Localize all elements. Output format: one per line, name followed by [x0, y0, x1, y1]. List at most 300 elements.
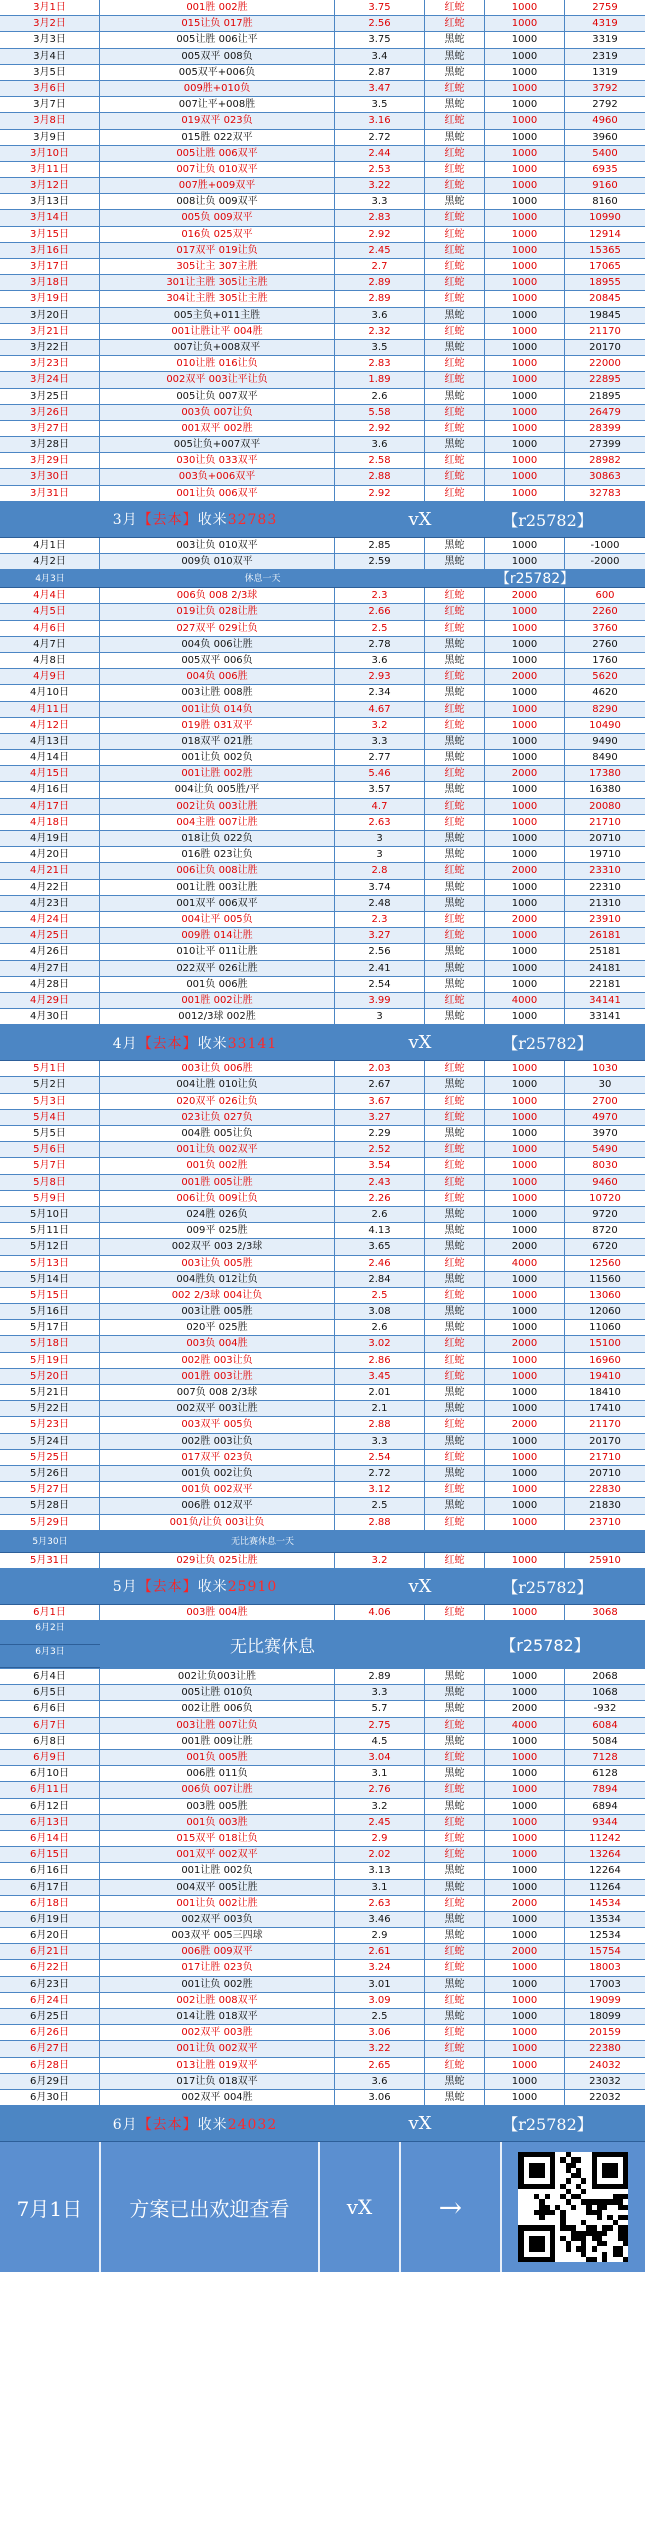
row-stake: 1000: [485, 291, 565, 306]
row-balance: 2792: [592, 99, 618, 111]
table-row: [0, 178, 645, 194]
row-match: 007负 008 2/3球: [100, 1385, 335, 1400]
row-odds: 2.58: [335, 453, 425, 468]
row-date: 6月1日: [0, 1605, 100, 1620]
row-date: 4月13日: [0, 734, 100, 749]
row-result: 黑蛇: [425, 1385, 485, 1400]
table-row: [0, 1336, 645, 1352]
row-balance: 2759: [592, 2, 618, 13]
row-odds: 2.63: [335, 1896, 425, 1911]
table-row: [0, 1498, 645, 1514]
row-stake: 1000: [485, 799, 565, 814]
row-odds: 2.01: [335, 1385, 425, 1400]
april-records: [0, 538, 645, 570]
row-match: 003负+006双平: [100, 469, 335, 484]
row-stake: 1000: [485, 210, 565, 225]
row-stake: 1000: [485, 977, 565, 992]
row-date: 3月13日: [0, 194, 100, 209]
row-balance: 34141: [589, 994, 621, 1006]
table-row: [0, 97, 645, 113]
row-stake: 1000: [485, 1750, 565, 1765]
table-row: [0, 421, 645, 437]
row-date: 6月6日: [0, 1701, 100, 1716]
row-odds: 2.66: [335, 604, 425, 619]
row-match: 020双平 026让负: [100, 1094, 335, 1109]
row-match: 002 2/3球 004让负: [100, 1288, 335, 1303]
row-odds: 2.89: [335, 1669, 425, 1684]
row-date: 6月16日: [0, 1863, 100, 1878]
table-row: [0, 308, 645, 324]
row-stake: 1000: [485, 1831, 565, 1846]
summary-label: 收米: [197, 1579, 228, 1596]
table-row: [0, 389, 645, 405]
row-match: 005负 009双平: [100, 210, 335, 225]
row-odds: 2.5: [335, 1288, 425, 1303]
row-result: 红蛇: [425, 1896, 485, 1911]
row-stake: 1000: [485, 685, 565, 700]
row-balance: 15754: [589, 1946, 621, 1958]
row-result: 红蛇: [425, 162, 485, 177]
row-result: 黑蛇: [425, 1912, 485, 1927]
row-odds: 3.22: [335, 178, 425, 193]
row-odds: 2.89: [335, 291, 425, 306]
row-result: 黑蛇: [425, 1077, 485, 1092]
row-result: 黑蛇: [425, 847, 485, 862]
row-stake: 4000: [485, 993, 565, 1008]
row-stake: 1000: [485, 831, 565, 846]
table-row: [0, 1896, 645, 1912]
row-odds: 3.47: [335, 81, 425, 96]
table-row: [0, 1320, 645, 1336]
row-date: 5月1日: [0, 1061, 100, 1076]
row-stake: 1000: [485, 0, 565, 15]
row-balance: 5490: [592, 1144, 618, 1156]
row-odds: 2.88: [335, 469, 425, 484]
row-stake: 1000: [485, 1353, 565, 1368]
row-result: 红蛇: [425, 1960, 485, 1975]
row-odds: 2.63: [335, 815, 425, 830]
row-match: 006胜 011负: [100, 1766, 335, 1781]
row-match: 001胜 009让胜: [100, 1734, 335, 1749]
row-match: 002双平 003负: [100, 1912, 335, 1927]
row-odds: 2.77: [335, 750, 425, 765]
row-balance: 6894: [592, 1800, 618, 1812]
row-date: 5月8日: [0, 1175, 100, 1190]
table-row: [0, 1223, 645, 1239]
row-stake: 1000: [485, 340, 565, 355]
row-date: 6月28日: [0, 2058, 100, 2073]
table-row: [0, 405, 645, 421]
row-balance: 10490: [589, 719, 621, 731]
summary-label: 收米: [197, 512, 228, 529]
table-row: [0, 1466, 645, 1482]
row-date: 4月15日: [0, 766, 100, 781]
table-row: [0, 896, 645, 912]
row-stake: 1000: [485, 2009, 565, 2024]
row-result: 红蛇: [425, 1718, 485, 1733]
row-date: 4月16日: [0, 782, 100, 797]
row-balance: 28982: [589, 455, 621, 467]
table-row: [0, 766, 645, 782]
row-match: 019让负 028让胜: [100, 604, 335, 619]
row-balance: 9490: [592, 735, 618, 747]
row-match: 004主胜 007让胜: [100, 815, 335, 830]
row-match: 008让负 009双平: [100, 194, 335, 209]
row-odds: 3: [335, 1009, 425, 1024]
row-stake: 1000: [485, 1385, 565, 1400]
row-odds: 2.54: [335, 977, 425, 992]
row-match: 023让负 027负: [100, 1110, 335, 1125]
row-match: 005让胜 006双平: [100, 146, 335, 161]
row-date: 4月20日: [0, 847, 100, 862]
row-balance: 13534: [589, 1913, 621, 1925]
row-result: 黑蛇: [425, 977, 485, 992]
row-result: 黑蛇: [425, 2090, 485, 2105]
row-match: 017让胜 023负: [100, 1960, 335, 1975]
row-result: 红蛇: [425, 588, 485, 603]
table-row: [0, 1944, 645, 1960]
row-balance: 3970: [592, 1128, 618, 1139]
row-balance: 2068: [592, 1671, 618, 1683]
row-date: 4月7日: [0, 637, 100, 652]
row-match: 001让胜 002负: [100, 1863, 335, 1878]
table-row: [0, 1718, 645, 1734]
row-odds: 3.04: [335, 1750, 425, 1765]
row-date: 6月19日: [0, 1912, 100, 1927]
row-match: 019双平 023负: [100, 113, 335, 128]
summary-amount: 32783: [227, 512, 278, 529]
row-result: 黑蛇: [425, 896, 485, 911]
row-match: 017双平 019让负: [100, 243, 335, 258]
row-date: 3月14日: [0, 210, 100, 225]
row-balance: 22000: [589, 358, 621, 370]
row-match: 006胜 009双平: [100, 1944, 335, 1959]
row-balance: 23910: [589, 913, 621, 925]
row-match: 003让负 005胜: [100, 1256, 335, 1271]
table-row: [0, 621, 645, 637]
row-balance: 10990: [589, 212, 621, 224]
row-date: 5月17日: [0, 1320, 100, 1335]
row-odds: 3.3: [335, 1685, 425, 1700]
arrow-right-icon: →: [401, 2142, 502, 2272]
row-odds: 3.2: [335, 1553, 425, 1568]
table-row: [0, 65, 645, 81]
row-balance: 18955: [589, 277, 621, 289]
row-stake: 4000: [485, 1256, 565, 1271]
row-balance: 4319: [592, 18, 618, 30]
row-odds: 2.88: [335, 1515, 425, 1530]
row-date: 3月31日: [0, 486, 100, 501]
row-odds: 3.99: [335, 993, 425, 1008]
row-result: 黑蛇: [425, 308, 485, 323]
row-result: 红蛇: [425, 1553, 485, 1568]
row-result: 红蛇: [425, 372, 485, 387]
row-date: 3月22日: [0, 340, 100, 355]
row-odds: 2.75: [335, 1718, 425, 1733]
row-stake: 1000: [485, 1766, 565, 1781]
table-row: [0, 1515, 645, 1531]
row-stake: 1000: [485, 961, 565, 976]
row-stake: 2000: [485, 863, 565, 878]
row-result: 红蛇: [425, 2041, 485, 2056]
row-date: 4月29日: [0, 993, 100, 1008]
row-date: 3月16日: [0, 243, 100, 258]
row-match: 002让胜 006负: [100, 1701, 335, 1716]
table-row: [0, 2025, 645, 2041]
row-result: 红蛇: [425, 1061, 485, 1076]
row-balance: 2700: [592, 1095, 618, 1107]
row-date: 3月28日: [0, 437, 100, 452]
row-match: 002双平 003让胜: [100, 1401, 335, 1416]
summary-label: 收米: [197, 1035, 228, 1052]
row-result: 黑蛇: [425, 1669, 485, 1684]
row-result: 黑蛇: [425, 1498, 485, 1513]
row-match: 001负/让负 003让负: [100, 1515, 335, 1530]
row-odds: 2.45: [335, 243, 425, 258]
row-odds: 3.6: [335, 2074, 425, 2089]
row-odds: 2.88: [335, 1417, 425, 1432]
row-match: 001负 006胜: [100, 977, 335, 992]
row-date: 6月26日: [0, 2025, 100, 2040]
row-result: 红蛇: [425, 259, 485, 274]
row-odds: 3.06: [335, 2025, 425, 2040]
table-row: [0, 1701, 645, 1717]
row-result: 黑蛇: [425, 1401, 485, 1416]
row-result: 红蛇: [425, 113, 485, 128]
row-balance: 21710: [589, 816, 621, 828]
row-result: 红蛇: [425, 1191, 485, 1206]
row-balance: 1030: [592, 1063, 618, 1075]
table-row: [0, 977, 645, 993]
row-result: 红蛇: [425, 621, 485, 636]
row-odds: 2.48: [335, 896, 425, 911]
row-odds: 3: [335, 847, 425, 862]
row-result: 红蛇: [425, 453, 485, 468]
row-match: 001负 005胜: [100, 1750, 335, 1765]
table-row: [0, 1158, 645, 1174]
row-odds: 5.7: [335, 1701, 425, 1716]
row-stake: 1000: [485, 2058, 565, 2073]
row-result: 红蛇: [425, 718, 485, 733]
table-row: [0, 782, 645, 798]
row-balance: 12264: [589, 1865, 621, 1877]
row-balance: 23310: [589, 865, 621, 877]
row-date: 3月11日: [0, 162, 100, 177]
table-row: [0, 1863, 645, 1879]
row-result: 红蛇: [425, 799, 485, 814]
table-row: [0, 259, 645, 275]
row-odds: 3.67: [335, 1094, 425, 1109]
row-result: 红蛇: [425, 291, 485, 306]
row-result: 黑蛇: [425, 2074, 485, 2089]
row-date: 6月22日: [0, 1960, 100, 1975]
row-stake: 1000: [485, 421, 565, 436]
row-stake: 1000: [485, 702, 565, 717]
row-date: 3月8日: [0, 113, 100, 128]
row-odds: 2.87: [335, 65, 425, 80]
row-stake: 2000: [485, 1336, 565, 1351]
row-odds: 2.93: [335, 669, 425, 684]
row-date: 5月5日: [0, 1126, 100, 1141]
row-stake: 1000: [485, 944, 565, 959]
row-date: 6月29日: [0, 2074, 100, 2089]
table-row: [0, 356, 645, 372]
row-balance: -932: [593, 1703, 617, 1715]
row-stake: 1000: [485, 1734, 565, 1749]
row-stake: 1000: [485, 259, 565, 274]
row-balance: 13264: [589, 1849, 621, 1861]
row-stake: 2000: [485, 588, 565, 603]
row-balance: 19710: [589, 849, 621, 861]
table-row: [0, 437, 645, 453]
row-odds: 2.76: [335, 1782, 425, 1797]
row-odds: 3.02: [335, 1336, 425, 1351]
row-stake: 1000: [485, 1207, 565, 1222]
row-balance: 20710: [589, 833, 621, 844]
row-odds: 2.5: [335, 1498, 425, 1513]
rest-date: 5月30日: [32, 1536, 68, 1547]
row-odds: 2.59: [335, 554, 425, 569]
row-match: 018让负 022负: [100, 831, 335, 846]
row-result: 红蛇: [425, 1515, 485, 1530]
row-balance: 21170: [589, 325, 621, 337]
row-odds: 2.72: [335, 1466, 425, 1481]
footer-date: 7月1日: [0, 2142, 101, 2272]
summary-month: 6月: [112, 2116, 138, 2133]
row-odds: 2.65: [335, 2058, 425, 2073]
table-row: [0, 538, 645, 554]
row-stake: 1000: [485, 146, 565, 161]
row-odds: 3.1: [335, 1766, 425, 1781]
june-summary-bar: [0, 2106, 645, 2142]
row-balance: 11242: [589, 1832, 621, 1844]
row-stake: 1000: [485, 1158, 565, 1173]
table-row: [0, 210, 645, 226]
row-stake: 1000: [485, 243, 565, 258]
row-date: 4月22日: [0, 880, 100, 895]
summary-vx: vX: [408, 1575, 432, 1597]
row-date: 4月14日: [0, 750, 100, 765]
row-date: 6月25日: [0, 2009, 100, 2024]
row-odds: 5.46: [335, 766, 425, 781]
row-odds: 2.84: [335, 1272, 425, 1287]
row-balance: 17003: [589, 1978, 621, 1990]
row-date: 6月12日: [0, 1799, 100, 1814]
row-date: 3月18日: [0, 275, 100, 290]
table-row: [0, 2041, 645, 2057]
row-balance: 2319: [592, 50, 618, 62]
row-balance: 21310: [589, 897, 621, 909]
row-result: 黑蛇: [425, 637, 485, 652]
may-records-2: [0, 1553, 645, 1569]
row-stake: 1000: [485, 815, 565, 830]
table-row: [0, 469, 645, 485]
row-odds: 2.67: [335, 1077, 425, 1092]
row-date: 3月23日: [0, 356, 100, 371]
table-row: [0, 1175, 645, 1191]
row-result: 黑蛇: [425, 961, 485, 976]
table-row: [0, 1009, 645, 1025]
row-stake: 1000: [485, 1077, 565, 1092]
row-result: 黑蛇: [425, 653, 485, 668]
row-balance: 6084: [592, 1719, 618, 1731]
row-odds: 2.78: [335, 637, 425, 652]
row-match: 001让胜 002胜: [100, 766, 335, 781]
table-row: [0, 1094, 645, 1110]
table-row: [0, 2074, 645, 2090]
table-row: [0, 1734, 645, 1750]
row-odds: 3.74: [335, 880, 425, 895]
row-odds: 2.83: [335, 210, 425, 225]
row-balance: 21710: [589, 1451, 621, 1463]
row-odds: 4.67: [335, 702, 425, 717]
table-row: [0, 944, 645, 960]
row-stake: 1000: [485, 653, 565, 668]
row-match: 001负 002双平: [100, 1482, 335, 1497]
row-balance: -1000: [590, 539, 620, 551]
row-result: 红蛇: [425, 1993, 485, 2008]
table-row: [0, 1401, 645, 1417]
row-stake: 1000: [485, 469, 565, 484]
row-match: 305让主 307主胜: [100, 259, 335, 274]
row-odds: 2.32: [335, 324, 425, 339]
row-date: 6月11日: [0, 1782, 100, 1797]
row-stake: 1000: [485, 81, 565, 96]
summary-amount: 33141: [227, 1035, 278, 1052]
summary-tag: 【去本】: [137, 1579, 198, 1596]
summary-code: 【r25782】: [502, 2115, 593, 2135]
row-balance: 13060: [589, 1289, 621, 1301]
row-result: 红蛇: [425, 928, 485, 943]
row-date: 4月17日: [0, 799, 100, 814]
row-balance: 15365: [589, 244, 621, 256]
summary-code: 【r25782】: [502, 510, 593, 530]
row-date: 3月7日: [0, 97, 100, 112]
row-result: 红蛇: [425, 324, 485, 339]
row-date: 5月26日: [0, 1466, 100, 1481]
row-odds: 2.46: [335, 1256, 425, 1271]
row-odds: 3.08: [335, 1304, 425, 1319]
row-date: 3月4日: [0, 49, 100, 64]
qr-code-icon[interactable]: [518, 2152, 628, 2262]
row-result: 红蛇: [425, 1815, 485, 1830]
row-odds: 3.75: [335, 0, 425, 15]
table-row: [0, 162, 645, 178]
row-balance: 11264: [589, 1881, 621, 1893]
row-stake: 1000: [485, 1175, 565, 1190]
row-result: 红蛇: [425, 1750, 485, 1765]
row-date: 3月30日: [0, 469, 100, 484]
table-row: [0, 1369, 645, 1385]
row-result: 黑蛇: [425, 1434, 485, 1449]
row-stake: 1000: [485, 1272, 565, 1287]
row-odds: 2.3: [335, 588, 425, 603]
row-result: 黑蛇: [425, 130, 485, 145]
row-balance: 1319: [592, 66, 618, 78]
row-match: 004胜 005让负: [100, 1126, 335, 1141]
row-result: 黑蛇: [425, 1701, 485, 1716]
row-balance: 21830: [589, 1500, 621, 1512]
row-result: 黑蛇: [425, 1928, 485, 1943]
table-row: [0, 815, 645, 831]
row-result: 红蛇: [425, 1605, 485, 1620]
row-result: 红蛇: [425, 2025, 485, 2040]
table-row: [0, 993, 645, 1009]
table-row: [0, 227, 645, 243]
row-stake: 1000: [485, 538, 565, 553]
row-result: 黑蛇: [425, 97, 485, 112]
row-odds: 2.54: [335, 1450, 425, 1465]
